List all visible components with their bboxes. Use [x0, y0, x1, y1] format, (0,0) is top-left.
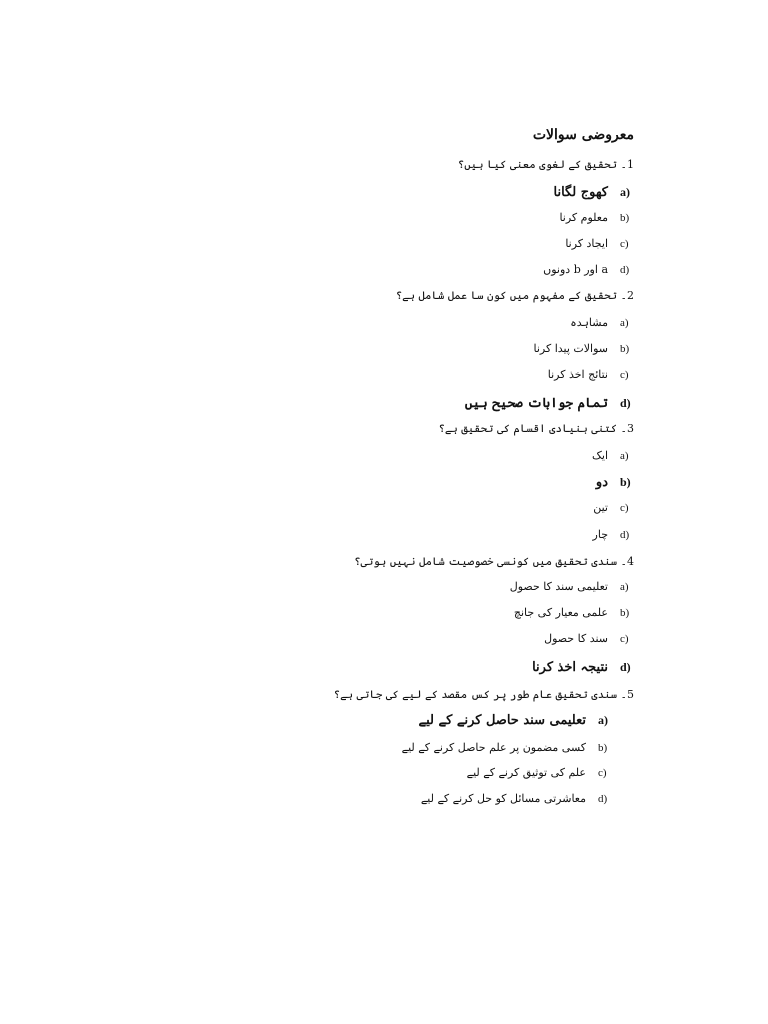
answer-option: [548, 364, 634, 386]
option-text: a اور b دونوں: [543, 263, 608, 276]
correct-option-text: نتیجہ اخذ کرنا: [532, 660, 608, 675]
question-label: 4۔ سندی تحقیق میں کونسی خصوصیت شامل نہیں ہوتی؟: [354, 555, 634, 568]
option-marker: b): [620, 343, 630, 355]
option-text: علم کی توثیق کرنے کے لیے: [466, 766, 586, 779]
option-text: سوالات پیدا کرنا: [533, 342, 608, 355]
option-marker: b): [620, 212, 630, 224]
answer-option: [402, 737, 612, 759]
answer-option: [514, 602, 634, 624]
option-text: مشاہدہ: [570, 316, 608, 329]
option-marker: d): [620, 660, 631, 674]
answer-option: [467, 762, 612, 784]
question-text: [458, 154, 634, 176]
answer-option: [593, 497, 634, 519]
option-text: نتائج اخذ کرنا: [547, 368, 608, 381]
answer-option: [510, 576, 634, 598]
answer-option: [554, 181, 635, 203]
option-text: ایک: [592, 449, 608, 462]
question-text: [334, 684, 634, 706]
question-label: 1۔ تحقیق کے لغوی معنی کیا ہیں؟: [457, 158, 634, 171]
question-label: 2۔ تحقیق کے مفہوم میں کون سا عمل شامل ہے؟: [395, 289, 634, 302]
answer-option: [421, 788, 612, 810]
answer-option: [592, 445, 634, 467]
answer-option: [559, 207, 634, 229]
option-text: چار: [592, 528, 608, 541]
answer-option: [596, 471, 634, 493]
option-marker: d): [620, 529, 630, 541]
option-marker: d): [598, 793, 608, 805]
option-text: سند کا حصول: [544, 632, 608, 645]
option-marker: c): [620, 633, 629, 645]
correct-option-text: کھوج لگانا: [553, 185, 608, 200]
option-text: معلوم کرنا: [559, 211, 608, 224]
question-label: 3۔ کتنی بنیادی اقسام کی تحقیق ہے؟: [438, 422, 634, 435]
answer-option: [544, 628, 634, 650]
correct-option-text: تعلیمی سند حاصل کرنے کے لیے: [418, 713, 586, 728]
option-marker: a): [620, 581, 629, 593]
option-marker: a): [620, 450, 629, 462]
correct-option-text: دو: [595, 475, 608, 490]
option-marker: a): [598, 713, 608, 727]
answer-option: [593, 524, 634, 546]
question-text: [438, 418, 634, 440]
option-marker: a): [620, 185, 630, 199]
question-label: 5۔ سندی تحقیق عام طور پر کس مقصد کے لیے کی جاتی ہے؟: [333, 688, 634, 701]
option-text: معاشرتی مسائل کو حل کرنے کے لیے: [420, 792, 586, 805]
option-marker: b): [620, 607, 630, 619]
option-marker: a): [620, 317, 629, 329]
option-text: تین: [593, 501, 608, 514]
answer-option: [532, 656, 634, 678]
answer-option: [465, 392, 634, 414]
option-marker: c): [620, 238, 629, 250]
option-text: کسی مضمون پر علم حاصل کرنے کے لیے: [401, 741, 586, 754]
option-marker: d): [620, 396, 631, 410]
option-text: علمی معیار کی جانچ: [513, 606, 608, 619]
correct-option-text: تمام جوابات صحیح ہیں: [464, 396, 608, 411]
answer-option: [533, 338, 634, 360]
option-marker: c): [620, 369, 629, 381]
question-text: [396, 285, 634, 307]
answer-option: [418, 709, 612, 731]
page-heading: معروضی سوالات: [532, 127, 634, 143]
option-text: تعلیمی سند کا حصول: [509, 580, 608, 593]
answer-option: [565, 233, 634, 255]
option-marker: c): [598, 767, 607, 779]
option-marker: d): [620, 264, 630, 276]
option-marker: b): [598, 742, 608, 754]
option-marker: c): [620, 502, 629, 514]
question-text: [354, 551, 634, 573]
option-text: ایجاد کرنا: [565, 237, 608, 250]
answer-option: [543, 259, 634, 281]
answer-option: [570, 312, 634, 334]
option-marker: b): [620, 475, 631, 489]
